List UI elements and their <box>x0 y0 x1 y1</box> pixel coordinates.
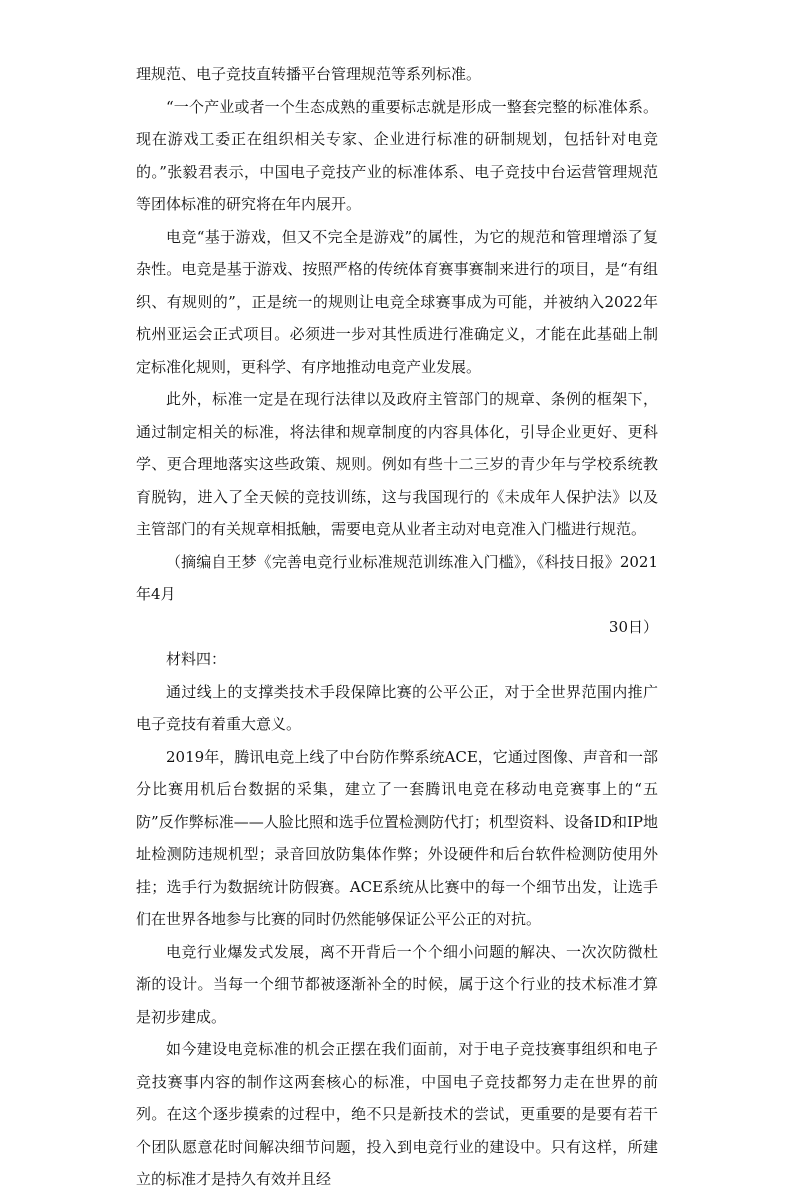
source-citation-date: 30日） <box>608 617 658 636</box>
material-four-heading: 材料四： <box>166 650 227 668</box>
paragraph-anti-cheat-system: 2019年，腾讯电竞上线了中台防作弊系统ACE，它通过图像、声音和一部分比赛用机后台数据的采集，建立了一套腾讯电竞在移动电竞赛事上的“五防”反作弊标准——人脸比照和选手位置检测防代打；机型资料、设备ID和IP地址检测防违规机型；录音回放防集体作弊；外设硬件和后台软件检测防使用外挂；选手行为数据统计防假赛。ACE系统从比赛中的每一个细节出发，让选手们在世界各地参与比赛的同时仍然能够保证公平公正的对抗。 <box>136 747 658 928</box>
paragraph-online-fairness: 通过线上的支撑类技术手段保障比赛的公平公正，对于全世界范围内推广电子竞技有着重大意义。 <box>136 682 658 733</box>
source-citation: （摘编自王梦《完善电竞行业标准规范训练准入门槛》，《科技日报》2021年4月 <box>136 552 658 603</box>
paragraph-industry-standard-quote: “一个产业或者一个生态成熟的重要标志就是形成一整套完整的标准体系。现在游戏工委正在组织相关专家、企业进行标准的研制规划，包括针对电竞的。”张毅君表示，中国电子竞技产业的标准体系、电子竞技中台运营管理规范等团体标准的研究将在年内展开。 <box>136 97 658 213</box>
paragraph-industry-growth: 电竞行业爆发式发展，离不开背后一个个细小问题的解决、一次次防微杜渐的设计。当每一个细节都被逐渐补全的时候，属于这个行业的技术标准才算是初步建成。 <box>136 942 658 1026</box>
document-body <box>136 58 658 1196</box>
paragraph-standard-opportunity: 如今建设电竞标准的机会正摆在我们面前，对于电子竞技赛事组织和电子竞技赛事内容的制作这两套核心的标准，中国电子竞技都努力走在世界的前列。在这个逐步摸索的过程中，绝不只是新技术的尝试，更重要的是要有若干个团队愿意花时间解决细节问题，投入到电竞行业的建设中。只有这样，所建立的标准才是持久有效并且经 <box>136 1040 658 1188</box>
paragraph-continuation: 理规范、电子竞技直转播平台管理规范等系列标准。 <box>136 65 482 83</box>
paragraph-esports-game-nature: 电竞“基于游戏，但又不完全是游戏”的属性，为它的规范和管理增添了复杂性。电竞是基于游戏、按照严格的传统体育赛事赛制来进行的项目，是“有组织、有规则的”，正是统一的规则让电竞全球赛事成为可能，并被纳入2022年杭州亚运会正式项目。必须进一步对其性质进行准确定义，才能在此基础上制定标准化规则，更科学、有序地推动电竞产业发展。 <box>136 227 658 376</box>
paragraph-legal-framework: 此外，标准一定是在现行法律以及政府主管部门的规章、条例的框架下，通过制定相关的标准，将法律和规章制度的内容具体化，引导企业更好、更科学、更合理地落实这些政策、规则。例如有些十二三岁的青少年与学校系统教育脱钩，进入了全天候的竞技训练，这与我国现行的《未成年人保护法》以及主管部门的有关规章相抵触，需要电竞从业者主动对电竞准入门槛进行规范。 <box>136 390 658 538</box>
